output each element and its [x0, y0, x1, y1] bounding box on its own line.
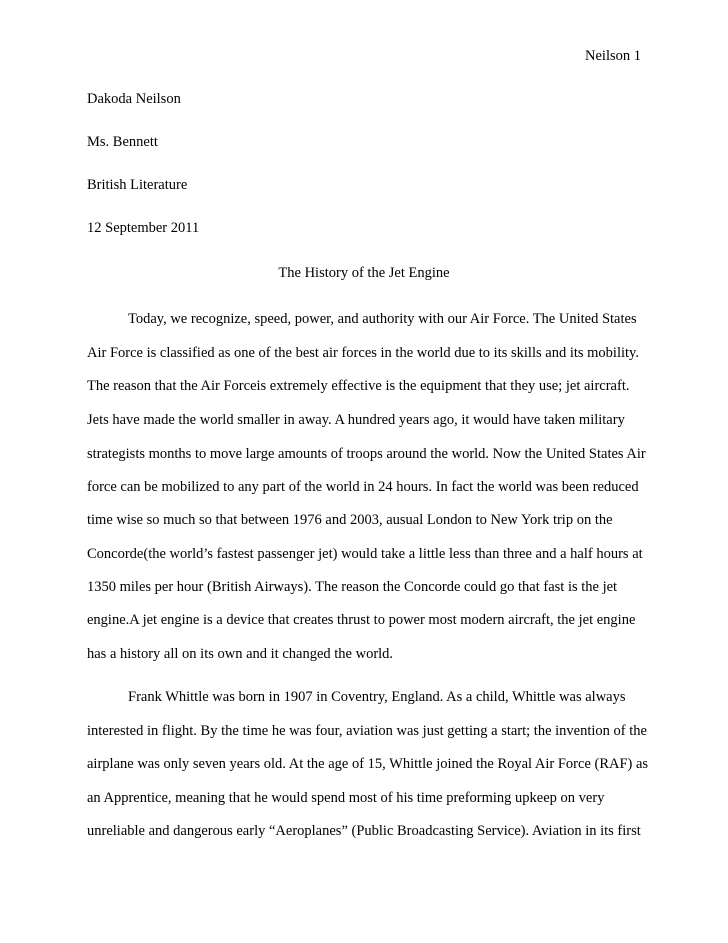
paragraph-line: 1350 miles per hour (British Airways). The reason the Concorde could go that fast is the jet — [87, 579, 618, 595]
paragraph-line: engine.A jet engine is a device that creates thrust to power most modern aircraft, the jet engine — [87, 612, 636, 628]
paragraph-line: unreliable and dangerous early “Aeroplanes” (Public Broadcasting Service). Aviation in its first — [87, 823, 641, 839]
paragraph-line: The reason that the Air Forceis extremely effective is the equipment that they use; jet aircraft. — [87, 378, 630, 394]
paragraph-line: interested in flight. By the time he was four, aviation was just getting a start; the invention of the — [87, 723, 647, 739]
paragraph-line: Jets have made the world smaller in away. A hundred years ago, it would have taken military — [87, 412, 625, 428]
paragraph-line: Today, we recognize, speed, power, and authority with our Air Force. The United States — [128, 311, 637, 327]
instructor-name: Ms. Bennett — [87, 134, 158, 150]
paragraph-line: force can be mobilized to any part of the world in 24 hours. In fact the world was been reduced — [87, 479, 639, 495]
course-name: British Literature — [87, 177, 188, 193]
paragraph-line: airplane was only seven years old. At the age of 15, Whittle joined the Royal Air Force (RAF) as — [87, 756, 649, 772]
paragraph-line: has a history all on its own and it changed the world. — [87, 646, 394, 662]
essay-title: The History of the Jet Engine — [278, 265, 450, 281]
paragraph-line: Air Force is classified as one of the best air forces in the world due to its skills and its mobility. — [87, 345, 639, 361]
paragraph-line: an Apprentice, meaning that he would spend most of his time preforming upkeep on very — [87, 790, 605, 806]
page-header-label: Neilson 1 — [585, 48, 641, 64]
paragraph-line: Concorde(the world’s fastest passenger jet) would take a little less than three and a half hours at — [87, 546, 643, 562]
paragraph-line: Frank Whittle was born in 1907 in Coventry, England. As a child, Whittle was always — [128, 689, 626, 705]
paragraph-line: time wise so much so that between 1976 and 2003, ausual London to New York trip on the — [87, 512, 613, 528]
essay-date: 12 September 2011 — [87, 220, 200, 236]
author-name: Dakoda Neilson — [87, 91, 181, 107]
paragraph-line: strategists months to move large amounts of troops around the world. Now the United States Air — [87, 446, 646, 462]
